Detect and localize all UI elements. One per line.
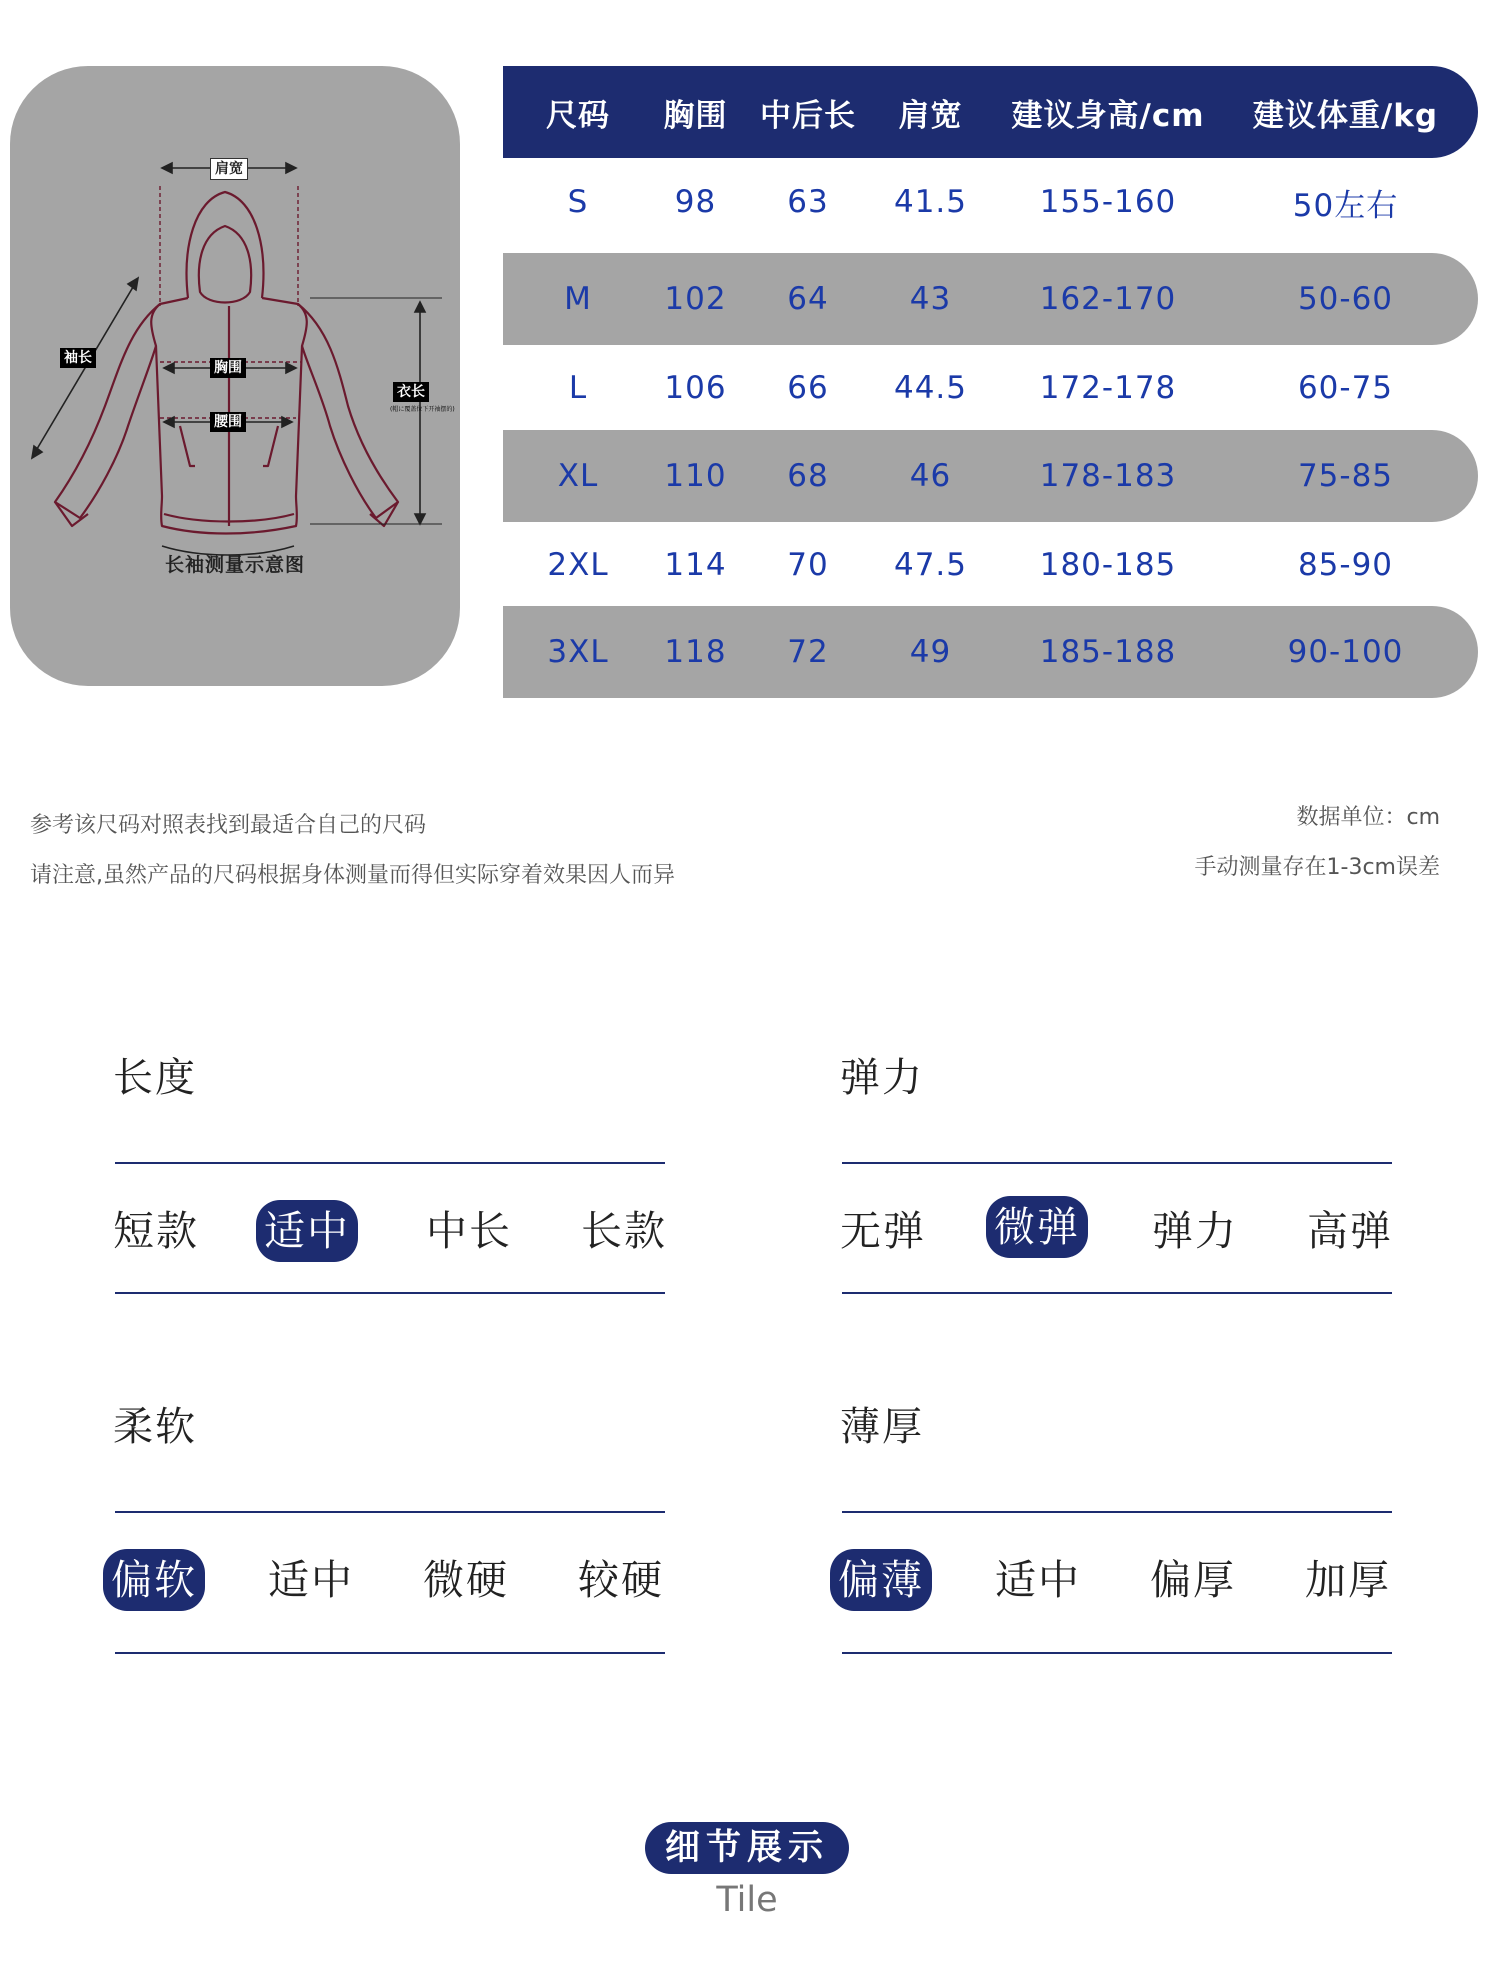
cell-shoulder: 47.5 [893, 547, 968, 583]
garment-length-label: 衣长 [393, 382, 429, 402]
cell-size: 3XL [547, 634, 609, 670]
divider [842, 1511, 1392, 1513]
divider [842, 1292, 1392, 1294]
header-height: 建议身高/cm [1011, 97, 1205, 134]
softness-option-regular[interactable]: 适中 [268, 1556, 354, 1604]
size-chart-table [503, 66, 1478, 696]
header-chest: 胸围 [663, 97, 728, 134]
cell-size: 2XL [547, 547, 609, 583]
cell-size: L [568, 370, 588, 406]
cell-height: 185-188 [1039, 634, 1177, 670]
cell-chest: 102 [664, 281, 727, 317]
divider [115, 1292, 665, 1294]
stretch-option-none[interactable]: 无弹 [840, 1207, 926, 1255]
stretch-option-elastic[interactable]: 弹力 [1152, 1207, 1238, 1255]
cell-height: 155-160 [1039, 184, 1177, 220]
softness-group-title: 柔软 [113, 1404, 197, 1450]
thickness-option-extra-thick[interactable]: 加厚 [1305, 1556, 1391, 1604]
cell-chest: 110 [664, 458, 727, 494]
header-size: 尺码 [546, 97, 610, 134]
detail-section-badge: 细节展示 [645, 1822, 849, 1874]
cell-size: S [567, 184, 589, 220]
divider [842, 1652, 1392, 1654]
diagram-caption: 长袖测量示意图 [164, 554, 305, 576]
sleeve-length-label: 袖长 [60, 348, 96, 368]
softness-option-soft-selected[interactable]: 偏软 [103, 1549, 205, 1611]
cell-weight: 85-90 [1297, 547, 1394, 583]
table-header-row [503, 66, 1478, 158]
stretch-option-high[interactable]: 高弹 [1307, 1207, 1393, 1255]
fit-disclaimer-note: 请注意,虽然产品的尺码根据身体测量而得但实际穿着效果因人而异 [30, 863, 675, 888]
cell-shoulder: 46 [909, 458, 952, 494]
length-option-mid-long[interactable]: 中长 [426, 1207, 512, 1255]
header-shoulder: 肩宽 [898, 97, 963, 134]
cell-chest: 98 [674, 184, 717, 220]
divider [842, 1162, 1392, 1164]
cell-height: 180-185 [1039, 547, 1177, 583]
waist-label: 腰围 [210, 412, 246, 432]
cell-back-length: 63 [787, 184, 829, 220]
cell-height: 178-183 [1039, 458, 1177, 494]
cell-back-length: 70 [787, 547, 829, 583]
cell-weight: 75-85 [1297, 458, 1394, 494]
tolerance-note: 手动测量存在1-3cm误差 [1194, 855, 1440, 880]
cell-weight: 50左右 [1292, 187, 1399, 224]
divider [115, 1652, 665, 1654]
length-option-long[interactable]: 长款 [581, 1207, 667, 1255]
softness-option-slightly-stiff[interactable]: 微硬 [423, 1556, 509, 1604]
cell-back-length: 66 [787, 370, 829, 406]
cell-back-length: 72 [787, 634, 829, 670]
thickness-group-title: 薄厚 [840, 1404, 924, 1450]
softness-option-stiff[interactable]: 较硬 [578, 1556, 664, 1604]
cell-shoulder: 43 [909, 281, 952, 317]
cell-shoulder: 44.5 [893, 370, 968, 406]
cell-chest: 114 [664, 547, 727, 583]
table-row [503, 522, 1478, 608]
cell-size: M [564, 281, 592, 317]
thickness-option-regular[interactable]: 适中 [995, 1556, 1081, 1604]
table-row [503, 430, 1478, 522]
table-row [503, 158, 1478, 246]
length-option-regular-selected[interactable]: 适中 [256, 1200, 358, 1262]
cell-size: XL [557, 458, 599, 494]
header-weight: 建议体重/kg [1252, 97, 1439, 134]
table-row [503, 606, 1478, 698]
stretch-group-title: 弹力 [840, 1055, 924, 1101]
cell-weight: 60-75 [1297, 370, 1394, 406]
length-group-title: 长度 [113, 1055, 197, 1101]
cell-weight: 90-100 [1287, 634, 1404, 670]
chest-label: 胸围 [210, 358, 246, 378]
header-back-length: 中后长 [760, 97, 856, 134]
divider [115, 1511, 665, 1513]
thickness-option-thick[interactable]: 偏厚 [1150, 1556, 1236, 1604]
detail-section-subtitle: Tile [716, 1880, 778, 1920]
measurement-diagram-panel [10, 66, 460, 686]
stretch-option-slight-selected[interactable]: 微弹 [986, 1196, 1088, 1258]
cell-chest: 118 [664, 634, 727, 670]
unit-note: 数据单位：cm [1296, 805, 1440, 830]
thickness-option-thin-selected[interactable]: 偏薄 [830, 1549, 932, 1611]
table-row [503, 253, 1478, 345]
cell-shoulder: 41.5 [893, 184, 968, 220]
cell-chest: 106 [664, 370, 727, 406]
cell-height: 172-178 [1039, 370, 1177, 406]
cell-shoulder: 49 [909, 634, 952, 670]
garment-length-note: (帽に覆盖位下开袖摆的) [390, 406, 455, 413]
length-option-short[interactable]: 短款 [113, 1207, 199, 1255]
divider [115, 1162, 665, 1164]
cell-height: 162-170 [1039, 281, 1177, 317]
sizing-advice-note: 参考该尺码对照表找到最适合自己的尺码 [30, 813, 427, 838]
shoulder-width-label: 肩宽 [210, 158, 248, 180]
table-row [503, 345, 1478, 431]
cell-back-length: 68 [787, 458, 829, 494]
cell-back-length: 64 [787, 281, 829, 317]
cell-weight: 50-60 [1297, 281, 1394, 317]
